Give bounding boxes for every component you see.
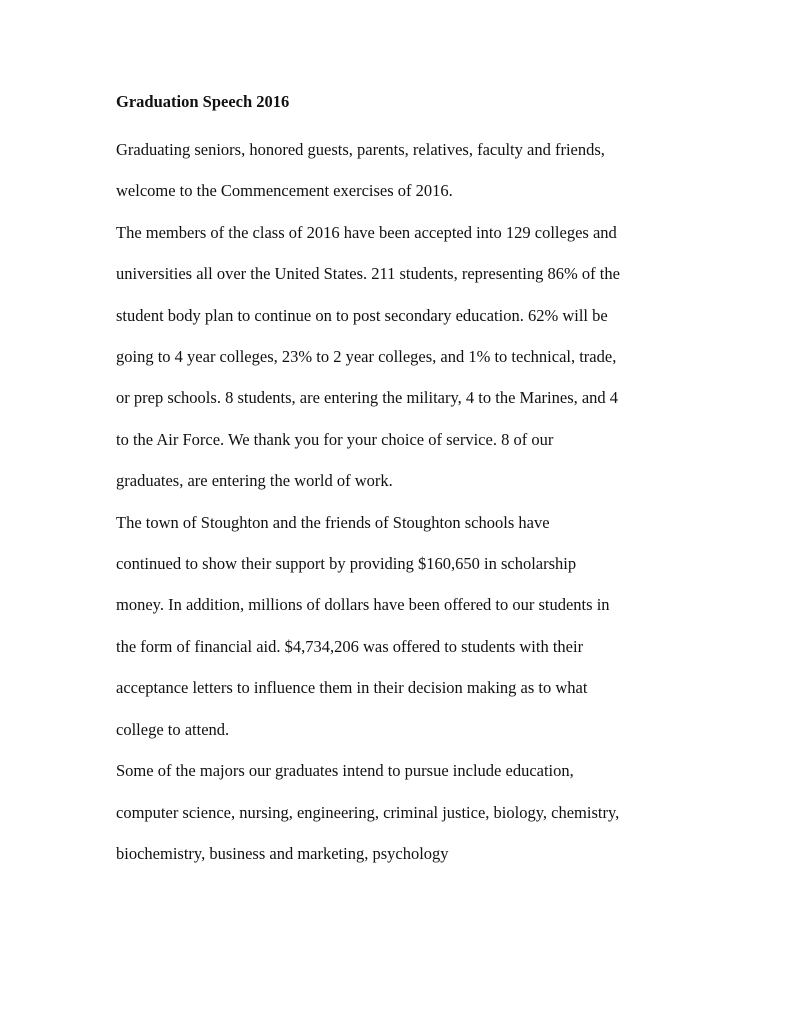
text-line: or prep schools. 8 students, are entering the military, 4 to the Marines, and 4 bbox=[116, 388, 619, 408]
text-line: computer science, nursing, engineering, criminal justice, biology, chemistry, bbox=[116, 802, 620, 822]
document-body bbox=[116, 88, 696, 874]
document-title: Graduation Speech 2016 bbox=[116, 92, 290, 111]
paragraph-class-statistics bbox=[116, 212, 696, 502]
paragraph-scholarships bbox=[116, 502, 696, 750]
text-line: Some of the majors our graduates intend to pursue include education, bbox=[116, 761, 574, 781]
text-line: continued to show their support by providing $160,650 in scholarship bbox=[116, 554, 577, 574]
paragraph-majors bbox=[116, 750, 696, 874]
text-line: money. In addition, millions of dollars have been offered to our students in bbox=[116, 595, 610, 615]
text-line: universities all over the United States. 211 students, representing 86% of the bbox=[116, 264, 620, 284]
text-line: biochemistry, business and marketing, psychology bbox=[116, 843, 449, 863]
paragraph-welcome bbox=[116, 129, 696, 212]
text-line: The members of the class of 2016 have been accepted into 129 colleges and bbox=[116, 222, 617, 242]
text-line: welcome to the Commencement exercises of 2016. bbox=[116, 181, 453, 201]
text-line: college to attend. bbox=[116, 719, 230, 739]
text-line: Graduating seniors, honored guests, parents, relatives, faculty and friends, bbox=[116, 140, 605, 159]
text-line: The town of Stoughton and the friends of Stoughton schools have bbox=[116, 512, 550, 532]
text-line: graduates, are entering the world of work. bbox=[116, 471, 393, 491]
text-line: going to 4 year colleges, 23% to 2 year colleges, and 1% to technical, trade, bbox=[116, 347, 617, 367]
text-line: to the Air Force. We thank you for your choice of service. 8 of our bbox=[116, 429, 554, 449]
text-line: the form of financial aid. $4,734,206 was offered to students with their bbox=[116, 636, 584, 656]
text-line: student body plan to continue on to post secondary education. 62% will be bbox=[116, 305, 608, 325]
text-line: acceptance letters to influence them in their decision making as to what bbox=[116, 678, 588, 698]
